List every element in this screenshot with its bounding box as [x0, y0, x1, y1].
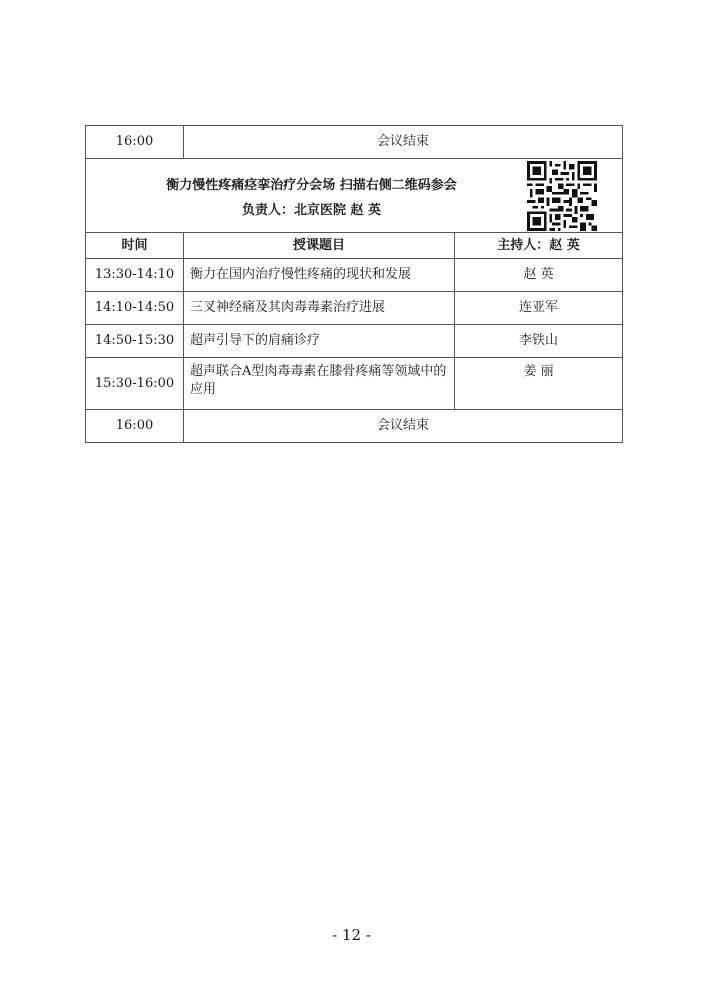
table-row	[86, 358, 623, 410]
row-speaker: 赵 英	[455, 259, 623, 292]
row-time: 13:30-14:10	[86, 259, 184, 292]
row-topic: 衡力在国内治疗慢性疼痛的现状和发展	[184, 259, 455, 292]
session-banner-cell	[86, 159, 623, 233]
row-speaker: 李铁山	[455, 325, 623, 358]
row-topic: 超声引导下的肩痛诊疗	[184, 325, 455, 358]
table-row	[86, 259, 623, 292]
header-row	[86, 233, 623, 259]
session-banner	[86, 159, 623, 233]
end-time: 16:00	[86, 126, 184, 159]
row-time: 14:10-14:50	[86, 292, 184, 325]
session-title-line2: 负责人：北京医院 赵 英	[241, 203, 382, 218]
end-text: 会议结束	[184, 410, 623, 443]
header-host: 主持人：赵 英	[455, 233, 623, 259]
schedule-table	[85, 125, 623, 443]
row-topic: 超声联合A型肉毒毒素在膝骨疼痛等领域中的应用	[184, 358, 455, 410]
qr-code-icon[interactable]	[527, 161, 597, 231]
end-time: 16:00	[86, 410, 184, 443]
end-text: 会议结束	[184, 126, 623, 159]
table-row	[86, 325, 623, 358]
header-time: 时间	[86, 233, 184, 259]
end-row-bottom	[86, 410, 623, 443]
row-time: 15:30-16:00	[86, 358, 184, 410]
session-title	[86, 173, 537, 223]
end-row-top	[86, 126, 623, 159]
row-topic: 三叉神经痛及其肉毒毒素治疗进展	[184, 292, 455, 325]
session-title-line1: 衡力慢性疼痛痉挛治疗分会场 扫描右侧二维码参会	[166, 178, 457, 193]
row-speaker: 连亚军	[455, 292, 623, 325]
row-speaker: 姜 丽	[455, 358, 623, 410]
header-topic: 授课题目	[184, 233, 455, 259]
table-row	[86, 292, 623, 325]
row-time: 14:50-15:30	[86, 325, 184, 358]
page-number: - 12 -	[332, 926, 371, 944]
